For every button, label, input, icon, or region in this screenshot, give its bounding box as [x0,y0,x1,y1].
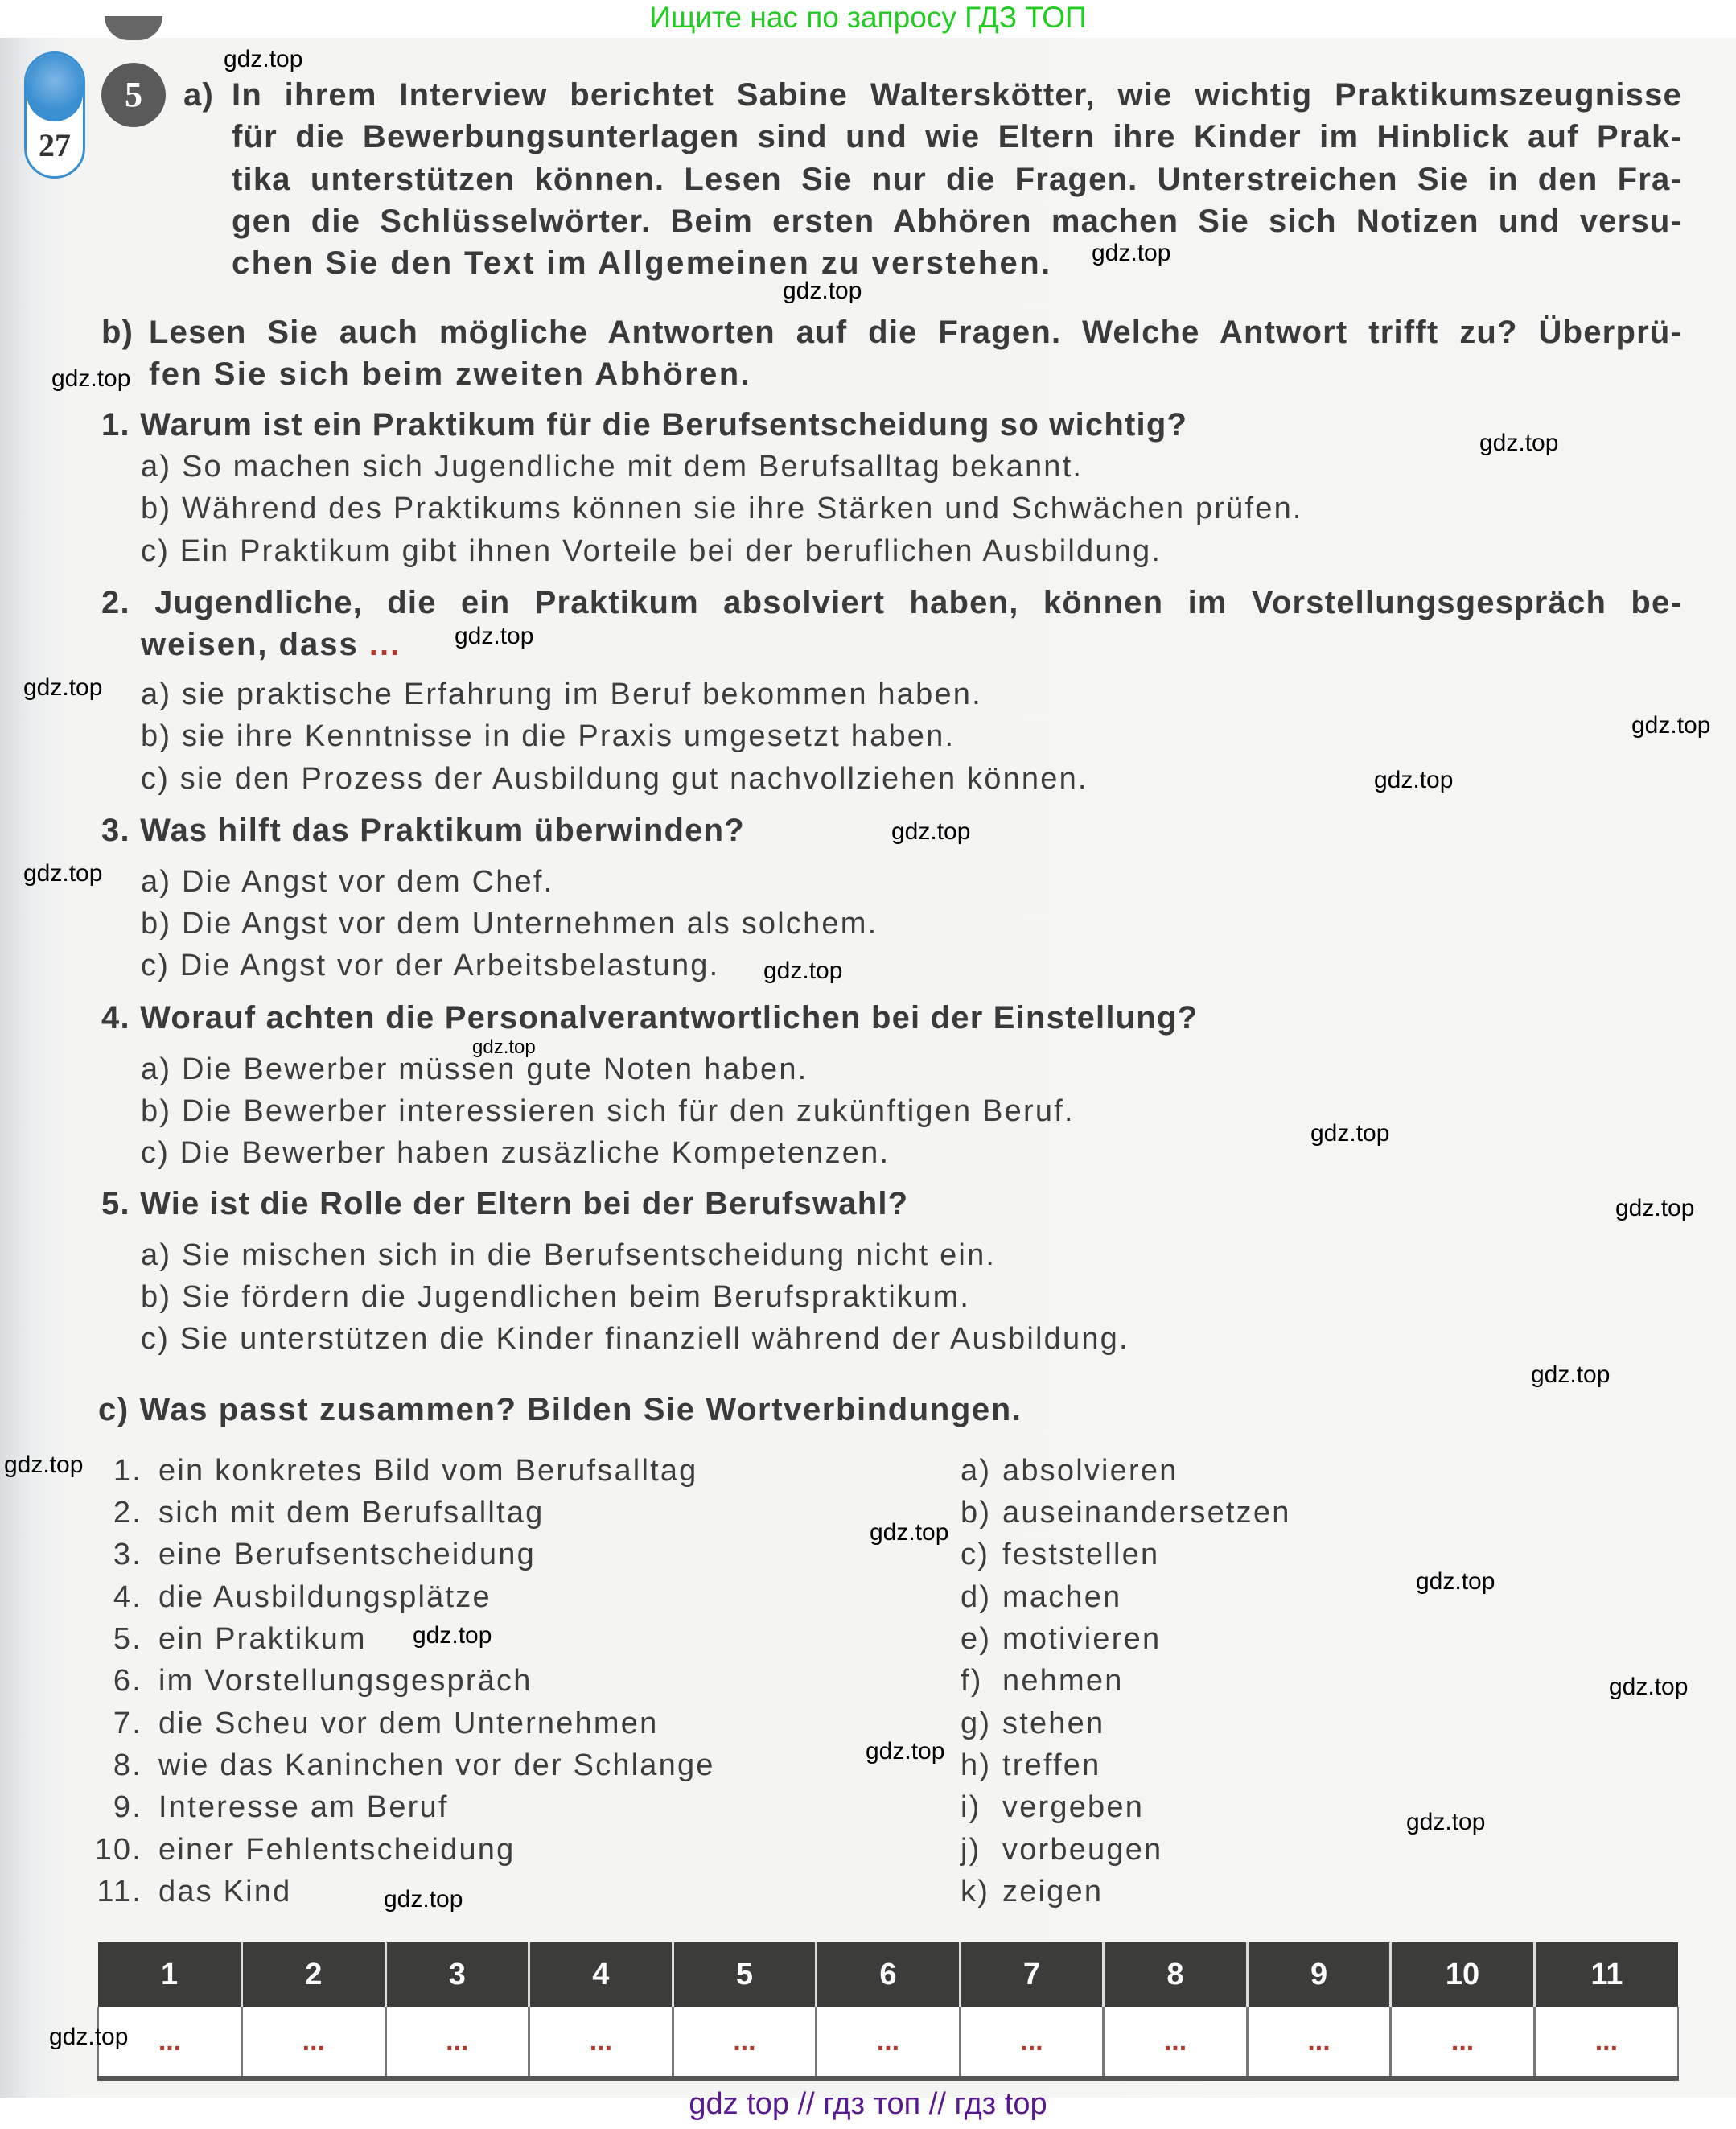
answer-option: c) sie den Prozess der Ausbildung gut nachvollziehen können. [141,762,1088,796]
watermark-text: gdz.top [763,957,843,984]
watermark-text: gdz.top [1310,1120,1390,1147]
answer-cell[interactable]: ... [385,2007,529,2078]
answer-cell[interactable]: ... [1104,2007,1248,2078]
matching-left-item: die Scheu vor dem Unternehmen [158,1707,659,1740]
previous-task-circle [105,16,162,40]
question-5 [101,1184,908,1224]
matching-right-letter: i) [961,1790,981,1824]
answer-option: b) Die Angst vor dem Unternehmen als solchem. [141,907,878,941]
answer-cell[interactable]: ... [529,2007,673,2078]
matching-right-item: motivieren [1002,1622,1162,1656]
answer-table-header: 4 [529,1942,673,2007]
question-text: Warum ist ein Praktikum für die Berufsentscheidung so wichtig? [140,407,1188,443]
watermark-text: gdz.top [455,623,534,649]
answer-option: a) Die Angst vor dem Chef. [141,865,554,899]
answer-cell[interactable]: ... [673,2007,817,2078]
answer-cell[interactable]: ... [98,2007,242,2078]
matching-left-number: 6. [113,1664,142,1698]
matching-left-item: das Kind [158,1875,292,1909]
watermark-text: gdz.top [783,278,862,304]
matching-right-item: absolvieren [1002,1454,1179,1488]
watermark-text: gdz.top [1416,1568,1495,1595]
part-a-line: In ihrem Interview berichtet Sabine Walterskötter, wie wichtig Praktikumszeugnisse [232,77,1682,113]
matching-left-item: einer Fehlentscheidung [158,1833,516,1867]
part-a-line: chen Sie den Text im Allgemeinen zu verstehen. [232,245,1052,281]
watermark-text: gdz.top [1609,1674,1689,1700]
question-text: Worauf achten die Personalverantwortlichen bei der Einstellung? [140,1000,1199,1036]
matching-left-number: 1. [113,1454,142,1488]
matching-left-number: 2. [113,1496,142,1530]
watermark-text: gdz.top [866,1738,945,1765]
matching-left-number: 7. [113,1707,142,1740]
answer-cell[interactable]: ... [242,2007,386,2078]
matching-right-letter: j) [961,1833,981,1867]
audio-track-icon [24,51,85,179]
task-number: 5 [101,63,166,127]
matching-left-number: 4. [113,1580,142,1614]
answer-table-header: 11 [1534,1942,1678,2007]
answer-table [97,1942,1679,2081]
matching-left-number: 10. [94,1833,142,1867]
matching-left-item: ein Praktikum [158,1622,367,1656]
matching-right-letter: a) [961,1454,992,1488]
part-b-line: fen Sie sich beim zweiten Abhören. [149,356,752,392]
matching-right-letter: f) [961,1664,983,1698]
matching-right-item: feststellen [1002,1538,1160,1571]
question-2-continued [141,624,401,665]
question-2 [101,583,1682,623]
answer-table-header: 3 [385,1942,529,2007]
answer-option: a) Sie mischen sich in die Berufsentscheidung nicht ein. [141,1238,997,1272]
watermark-text: gdz.top [23,674,103,701]
matching-left-item: ein konkretes Bild vom Berufsalltag [158,1454,698,1488]
matching-right-item: vergeben [1002,1790,1145,1824]
question-number: 5. [101,1186,130,1221]
matching-left-item: eine Berufsentscheidung [158,1538,536,1571]
answer-option: c) Die Angst vor der Arbeitsbelastung. [141,949,720,982]
question-text: Was hilft das Praktikum überwinden? [140,813,745,848]
watermark-text: gdz.top [49,2024,129,2050]
answer-option: a) sie praktische Erfahrung im Beruf bekommen haben. [141,677,982,711]
matching-right-item: auseinandersetzen [1002,1496,1291,1530]
matching-left-item: wie das Kaninchen vor der Schlange [158,1748,715,1782]
answer-table-answer-row [98,2007,1678,2078]
question-3 [101,810,745,850]
matching-left-item: sich mit dem Berufsalltag [158,1496,545,1530]
answer-table-header: 6 [817,1942,961,2007]
answer-cell[interactable]: ... [817,2007,961,2078]
answer-option: c) Sie unterstützen die Kinder finanziell während der Ausbildung. [141,1322,1129,1356]
matching-right-item: nehmen [1002,1664,1124,1698]
matching-left-item: die Ausbildungsplätze [158,1580,492,1614]
blank-ellipsis: ... [368,627,401,662]
answer-table-header: 10 [1391,1942,1535,2007]
answer-table-header-row [98,1942,1678,2007]
question-number: 4. [101,1000,130,1036]
part-a-label: a) [183,77,214,113]
matching-left-number: 3. [113,1538,142,1571]
search-banner: Ищите нас по запросу ГДЗ ТОП [649,1,1087,34]
matching-right-letter: e) [961,1622,992,1656]
watermark-text: gdz.top [384,1886,463,1913]
matching-right-letter: c) [961,1538,990,1571]
watermark-text: gdz.top [472,1036,536,1058]
footer-watermark: gdz top // гдз топ // гдз top [689,2087,1047,2121]
matching-right-item: stehen [1002,1707,1105,1740]
headphones-icon [27,54,83,121]
part-a-line: tika unterstützen können. Lesen Sie nur die Fragen. Unterstreichen Sie in den Fra- [232,162,1682,197]
answer-cell[interactable]: ... [1391,2007,1535,2078]
matching-right-item: treffen [1002,1748,1101,1782]
question-1 [101,405,1187,445]
answer-cell[interactable]: ... [1247,2007,1391,2078]
matching-right-letter: b) [961,1496,992,1530]
matching-right-letter: g) [961,1707,992,1740]
answer-option: c) Die Bewerber haben zusäzliche Kompetenzen. [141,1136,891,1170]
answer-table-header: 7 [960,1942,1104,2007]
watermark-text: gdz.top [1531,1361,1611,1388]
matching-left-item: im Vorstellungsgespräch [158,1664,533,1698]
watermark-text: gdz.top [1631,712,1711,739]
answer-option: b) Die Bewerber interessieren sich für den zukünftigen Beruf. [141,1094,1075,1128]
part-b-label: b) [101,315,134,350]
answer-option: a) Die Bewerber müssen gute Noten haben. [141,1052,808,1086]
answer-option: b) sie ihre Kenntnisse in die Praxis umgesetzt haben. [141,719,956,753]
audio-track-number: 27 [39,127,71,163]
answer-table-header: 2 [242,1942,386,2007]
question-number: 3. [101,813,130,848]
matching-left-number: 11. [97,1875,142,1909]
answer-cell[interactable]: ... [1534,2007,1678,2078]
matching-right-item: vorbeugen [1002,1833,1163,1867]
matching-right-letter: h) [961,1748,992,1782]
answer-table-header: 1 [98,1942,242,2007]
part-c-label: c) [98,1392,130,1427]
watermark-text: gdz.top [1615,1195,1695,1221]
question-text: weisen, dass [141,627,359,662]
matching-left-item: Interesse am Beruf [158,1790,449,1824]
watermark-text: gdz.top [51,365,131,392]
answer-option: a) So machen sich Jugendliche mit dem Berufsalltag bekannt. [141,450,1084,484]
answer-table-header: 8 [1104,1942,1248,2007]
question-number: 1. [101,407,130,443]
watermark-text: gdz.top [870,1519,949,1546]
watermark-text: gdz.top [23,860,103,887]
answer-option: c) Ein Praktikum gibt ihnen Vorteile bei der beruflichen Ausbildung. [141,534,1162,568]
watermark-text: gdz.top [413,1622,492,1649]
part-b-line: Lesen Sie auch mögliche Antworten auf die Fragen. Welche Antwort trifft zu? Überprü- [149,315,1682,350]
matching-left-number: 9. [113,1790,142,1824]
answer-cell[interactable]: ... [960,2007,1104,2078]
part-a-line: gen die Schlüsselwörter. Beim ersten Abhören machen Sie sich Notizen und versu- [232,204,1682,239]
watermark-text: gdz.top [1092,240,1171,266]
question-text: Jugendliche, die ein Praktikum absolviert haben, können im Vorstellungsgespräch be- [154,585,1682,620]
watermark-text: gdz.top [1406,1809,1486,1835]
watermark-text: gdz.top [1374,767,1454,793]
answer-table-header: 5 [673,1942,817,2007]
matching-right-item: zeigen [1002,1875,1104,1909]
question-text: Wie ist die Rolle der Eltern bei der Berufswahl? [140,1186,909,1221]
part-c-prompt: Was passt zusammen? Bilden Sie Wortverbindungen. [139,1392,1022,1427]
matching-left-number: 5. [113,1622,142,1656]
matching-left-number: 8. [113,1748,142,1782]
question-4 [101,998,1198,1038]
watermark-text: gdz.top [1479,430,1559,456]
matching-right-letter: d) [961,1580,992,1614]
watermark-text: gdz.top [224,46,303,72]
part-a-line: für die Bewerbungsunterlagen sind und wie Eltern ihre Kinder im Hinblick auf Prak- [232,119,1682,154]
matching-right-item: machen [1002,1580,1122,1614]
question-number: 2. [101,585,130,620]
watermark-text: gdz.top [891,818,971,845]
watermark-text: gdz.top [4,1452,84,1478]
answer-option: b) Während des Praktikums können sie ihre Stärken und Schwächen prüfen. [141,492,1303,525]
answer-table-header: 9 [1247,1942,1391,2007]
answer-option: b) Sie fördern die Jugendlichen beim Berufspraktikum. [141,1280,971,1314]
part-c [98,1390,1022,1430]
matching-right-letter: k) [961,1875,990,1909]
